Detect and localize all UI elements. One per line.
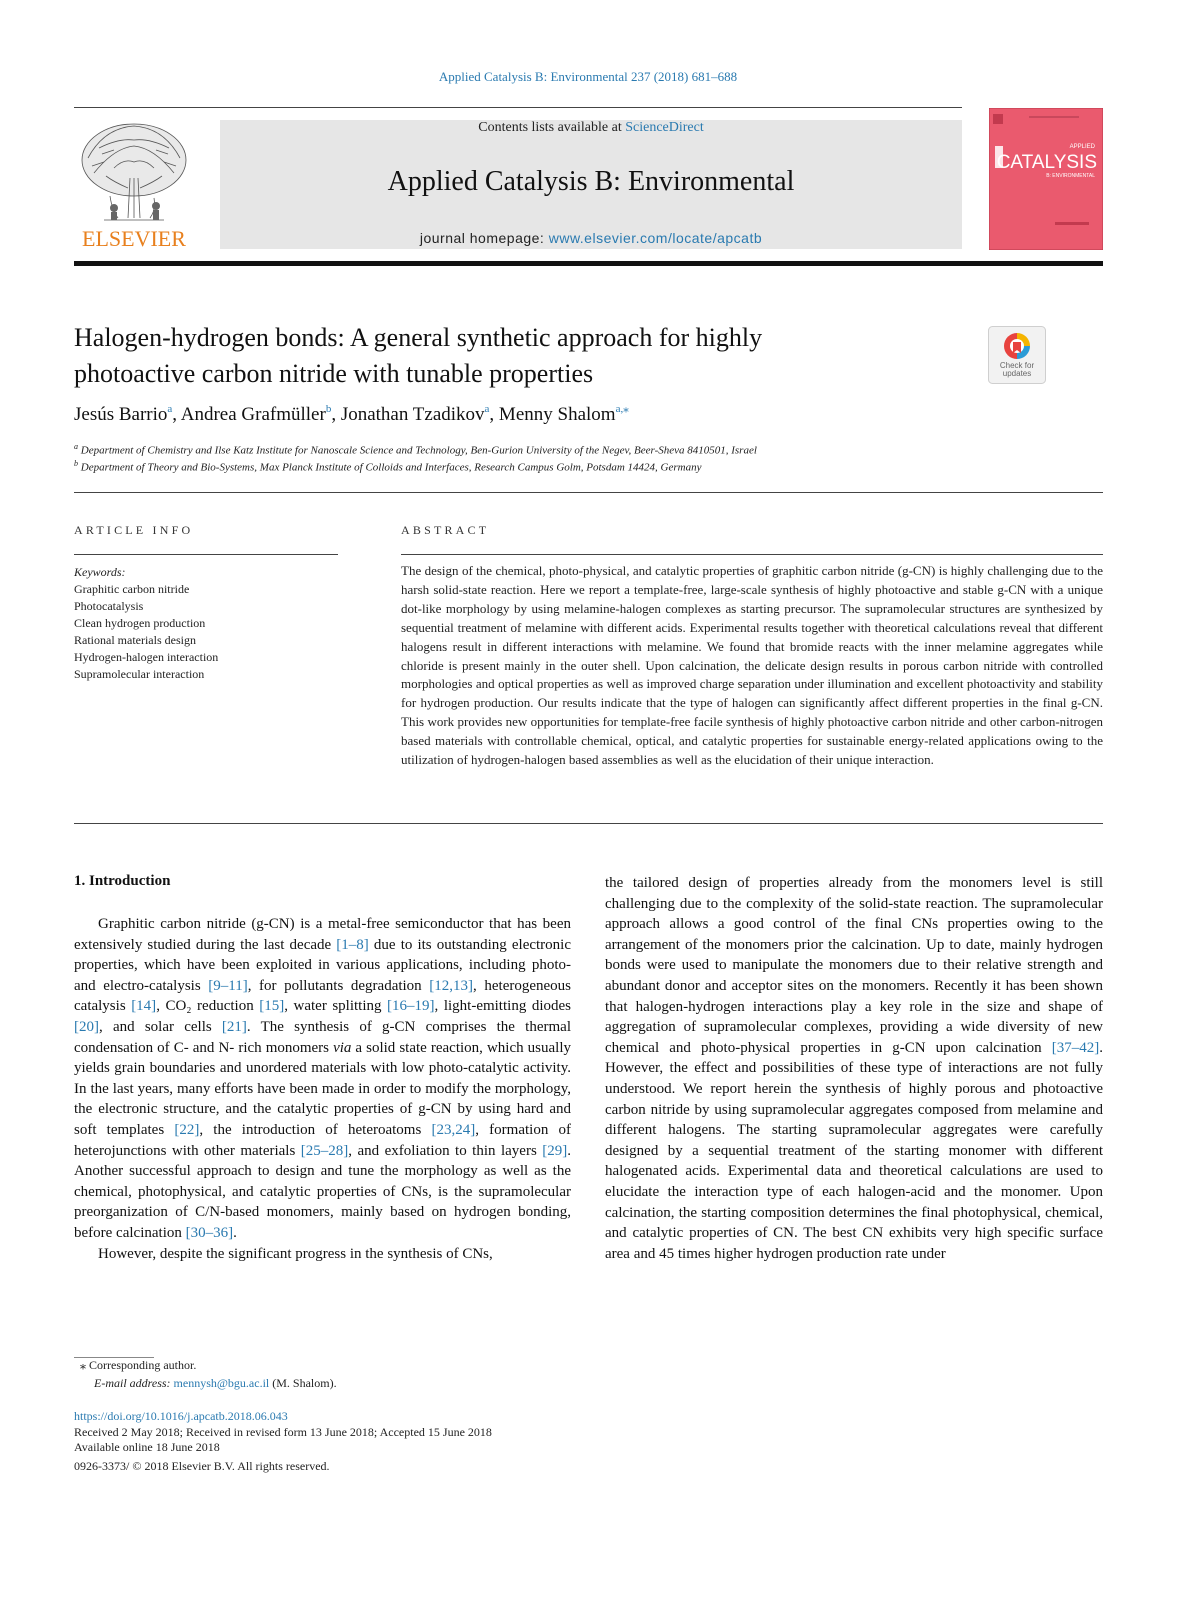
cover-subtitle-text: B: ENVIRONMENTAL (1046, 173, 1095, 179)
article-info-rule (74, 554, 338, 555)
abstract-rule (401, 554, 1103, 555)
journal-title: Applied Catalysis B: Environmental (387, 166, 795, 197)
keywords-block (74, 564, 374, 683)
body-text: , the introduction of heteroatoms (199, 1121, 432, 1138)
affiliation-mark: b (74, 459, 78, 468)
intro-paragraph-2: However, despite the significant progress in the synthesis of CNs, (98, 1245, 493, 1262)
body-text: . (233, 1224, 237, 1241)
affiliation-a (74, 442, 757, 457)
svg-text:ELSEVIER: ELSEVIER (82, 226, 186, 250)
email-footnote (74, 1376, 337, 1391)
check-for-updates-label: Check for updates (999, 362, 1035, 378)
received-dates: Received 2 May 2018; Received in revised form 13 June 2018; Accepted 15 June 2018 (74, 1425, 492, 1439)
article-title-line-2: photoactive carbon nitride with tunable properties (74, 359, 594, 388)
affiliation-text: Department of Theory and Bio-Systems, Max Planck Institute of Colloids and Interfaces, Research Campus Golm, Potsdam 14424, Germany (80, 461, 702, 474)
body-text: a solid state reaction, which usually yields grain boundaries and unordered materials with low photo-catalytic activity. In the last years, many efforts have been made in order to modify the morphology, the electronic structure, and the catalytic properties of g-CN by using hard and soft templates (74, 1039, 571, 1138)
body-text: , and exfoliation to thin layers (348, 1142, 543, 1159)
section-heading-introduction: 1. Introduction (74, 873, 171, 889)
affiliation-text: Department of Chemistry and Ilse Katz Institute for Nanoscale Science and Technology, Ben-Gurion University of the Negev, Beer-Sheva 8410501, Israel (80, 444, 757, 457)
italic-text: via (333, 1039, 352, 1056)
body-text: due to its outstanding electronic properties, which have been exploited in various applications, including photo- and electro-catalysis (74, 936, 572, 994)
citation-link[interactable]: [37–42] (1051, 1039, 1100, 1056)
affiliation-b (74, 459, 701, 474)
body-text: , water splitting (284, 998, 388, 1015)
citation-link[interactable]: [20] (74, 1018, 99, 1035)
article-title (74, 320, 954, 392)
abstract-heading: ABSTRACT (401, 523, 490, 537)
citation-link[interactable]: [12,13] (429, 977, 474, 994)
elsevier-logo (74, 118, 194, 250)
citation-link[interactable]: [22] (174, 1121, 200, 1138)
keyword-item: Graphitic carbon nitride (74, 582, 190, 596)
keyword-item: Rational materials design (74, 633, 196, 647)
author-name[interactable]: Menny Shalom (498, 404, 616, 425)
affiliation-mark: a (74, 442, 78, 451)
citation-link[interactable]: [15] (259, 998, 285, 1015)
keyword-item: Photocatalysis (74, 599, 144, 613)
body-text: , for pollutants degradation (247, 977, 430, 994)
body-text: , and solar cells (99, 1018, 222, 1035)
affiliation-rule (74, 492, 1103, 493)
journal-cover-image (989, 108, 1103, 250)
body-text: . Another successful approach to design and tune the morphology as well as the chemical, photophysical, and catalytic properties of CNs, is the supramolecular preorganization of C/N-based monomers, mainly based on hydrogen bonding, before calcination (74, 1142, 571, 1241)
copyright-notice: 0926-3373/ © 2018 Elsevier B.V. All rights reserved. (74, 1459, 330, 1473)
journal-homepage-line (220, 230, 962, 246)
author-list: Jesús Barrio$^a$, Andrea Grafmüller$^b$, Jonathan Tzadikov$^a$, Menny Shalom$^{a,⁎}$ (74, 403, 629, 425)
body-text: , formation of heterojunctions with other materials (74, 1121, 571, 1159)
cover-catalysis-text: CATALYSIS (996, 152, 1097, 173)
body-text: . The synthesis of g-CN comprises the thermal condensation of C- and N- rich monomers (74, 1018, 571, 1056)
article-title-line-1: Halogen-hydrogen bonds: A general synthetic approach for highly (74, 323, 763, 352)
email-link[interactable]: mennysh@bgu.ac.il (173, 1376, 270, 1390)
body-text: , CO₂ reduction (156, 998, 260, 1015)
contents-prefix: Contents lists available at (478, 120, 626, 135)
keyword-item: Supramolecular interaction (74, 667, 205, 681)
sciencedirect-link[interactable]: ScienceDirect (625, 120, 704, 135)
corresponding-author-note: ⁎ Corresponding author. (80, 1358, 197, 1372)
abstract-end-rule (74, 823, 1103, 824)
body-text: the tailored design of properties already from the monomers level is still challenging due to the complexity of the solid-state reaction. The supramolecular approach allows a good control of the final CNs properties owing to the arrangement of the monomers prior the calcination. Up to date, mainly hydrogen bonds were used to manipulate the monomers due to their relative strength and abundant donor and acceptor sites on the monomers. Recently it has been shown that halogen-hydrogen interactions play a key role in the size and shape of aggregation of supramolecular complexes, providing a wide diversity of new chemical and photo-physical properties in g-CN upon calcination (605, 875, 1103, 1056)
journal-homepage-link[interactable]: www.elsevier.com/locate/apcatb (548, 230, 763, 246)
email-suffix: (M. Shalom). (272, 1376, 337, 1390)
author-name[interactable]: Jonathan Tzadikov (340, 404, 485, 425)
keyword-item: Hydrogen-halogen interaction (74, 650, 219, 664)
header-thick-rule (74, 261, 1103, 266)
body-column-right (605, 873, 1103, 1264)
check-for-updates-button[interactable] (988, 326, 1046, 384)
citation-link[interactable]: [9–11] (208, 977, 248, 994)
citation-link[interactable]: [16–19] (387, 998, 435, 1015)
citation-link[interactable]: [29] (542, 1142, 568, 1159)
journal-reference-link[interactable]: Applied Catalysis B: Environmental 237 (2018) 681–688 (438, 69, 738, 84)
affiliation-marker[interactable]: b (325, 403, 332, 415)
body-text: , light-emitting diodes (434, 998, 572, 1015)
citation-link[interactable]: [21] (221, 1018, 247, 1035)
citation-link[interactable]: [14] (131, 998, 157, 1015)
body-column-left (74, 914, 571, 1264)
abstract-text: The design of the chemical, photo-physical, and catalytic properties of graphitic carbon nitride (g-CN) is highly challenging due to the harsh solid-state reaction. Here we report a template-free, large-scale synthesis of highly photoactive and stable g-CN with a unique dot-like morphology by using melamine-halogen complexes as starting precursor. The supramolecular structures are synthesized by sequential treatment of melamine with different acids. Experimental results together with theoretical calculations reveal that different halogens result in different interactions with melamine. We found that bromide reacts with the inner melamine aggregates while chloride is present mainly in the outer shell. Upon calcination, the delicate design results in porous carbon nitride with controlled morphologies and optical properties as well as improved charge separation under illumination and excellent photoactivity and stability for hydrogen production. Our results indicate that the type of halogen can significantly affect different properties in the final g-CN. This work provides new opportunities for template-free facile synthesis of highly photoactive carbon nitride and other carbon-nitrogen based materials with controllable chemical, optical, and catalytic properties for sustainable energy-related applications owing to the utilization of hydrogen-halogen based assemblies as well as the elucidation of their unique interaction. (401, 563, 1103, 768)
affiliation-marker[interactable]: a,⁎ (615, 403, 629, 415)
contents-available-line (220, 120, 962, 136)
article-info-heading: ARTICLE INFO (74, 523, 194, 537)
author-name[interactable]: Jesús Barrio (74, 404, 168, 425)
elsevier-tree-icon (74, 118, 194, 250)
body-text: , heterogeneous catalysis (74, 977, 571, 1015)
keyword-item: Clean hydrogen production (74, 616, 206, 630)
available-online-date: Available online 18 June 2018 (74, 1440, 220, 1454)
header-top-rule (74, 107, 962, 108)
intro-paragraph-1 (74, 914, 571, 1244)
citation-link[interactable]: [25–28] (300, 1142, 349, 1159)
citation-link[interactable]: [1–8] (336, 936, 369, 953)
body-text: Graphitic carbon nitride (g-CN) is a metal-free semiconductor that has been extensively studied during the last decade (74, 916, 571, 953)
email-label: E-mail address: (94, 1376, 171, 1390)
keywords-label: Keywords: (74, 565, 126, 579)
citation-link[interactable]: [30–36] (185, 1224, 234, 1241)
homepage-prefix: journal homepage: (419, 230, 549, 246)
cover-applied-text: APPLIED (1069, 144, 1095, 150)
body-text: . However, the effect and possibilities of these type of interactions are not fully understood. We report herein the synthesis of highly porous and photoactive carbon nitride by using supramolecular aggregates composed from melamine and different halogens. The starting supramolecular aggregates were carefully designed by a sequential treatment of the starting monomer with different halogenated acids. Experimental data and theoretical calculations are used to elucidate the interaction type of each halogen-acid and the monomer. Upon calcination, the starting composition determines the final photophysical, chemical, and catalytic properties of CN. The best CN exhibits very high specific surface area and 45 times higher hydrogen production rate under (605, 1039, 1103, 1262)
intro-paragraph-continued (605, 873, 1103, 1264)
doi-link[interactable]: https://doi.org/10.1016/j.apcatb.2018.06.043 (74, 1409, 288, 1423)
affiliation-marker[interactable]: a (484, 403, 490, 415)
citation-link[interactable]: [23,24] (431, 1121, 476, 1138)
affiliation-marker[interactable]: a (167, 403, 173, 415)
author-name[interactable]: Andrea Grafmüller (180, 404, 326, 425)
